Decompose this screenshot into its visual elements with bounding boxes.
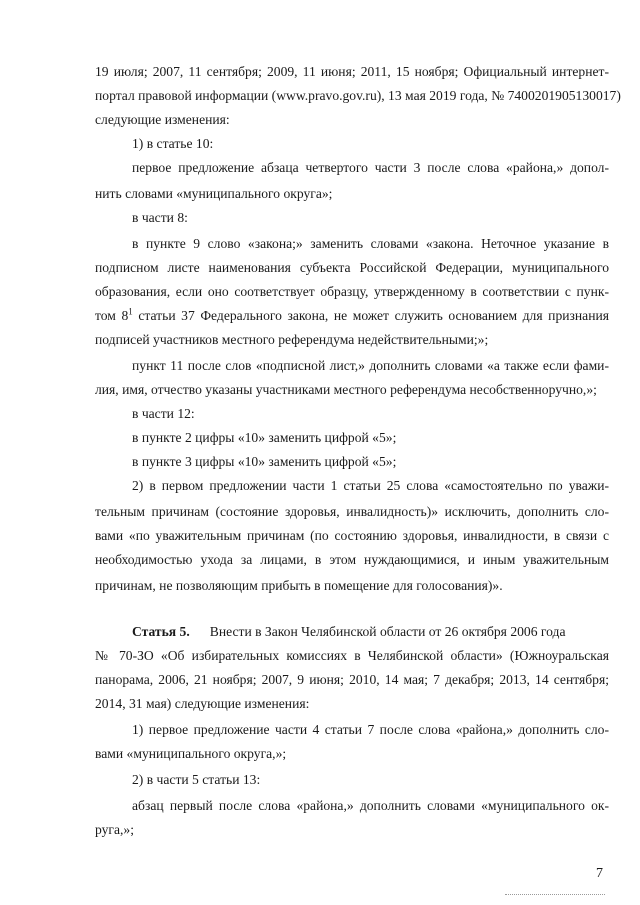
text-line: 2) в части 5 статьи 13: (132, 772, 261, 787)
text-line (95, 622, 609, 642)
text-line: 2014, 31 мая) следующие изменения: (95, 696, 310, 711)
text-line: 1) в статье 10: (132, 136, 214, 151)
text-line: необходимостью ухода за лицами, в этом нуждающимися, и иным уважительным (95, 552, 609, 567)
superscript: 1 (128, 306, 133, 317)
text-line: портал правовой информации (www.pravo.gov.ru), 13 мая 2019 года, № 7400201905130017) (95, 88, 621, 103)
text-line: 2) в первом предложении части 1 статьи 25 слова «самостоятельно по уважи- (132, 478, 609, 493)
text-line: подписей участников местного референдума недействительными;»; (95, 332, 489, 347)
text-line: абзац первый после слова «района,» дополнить словами «муниципального ок- (132, 798, 609, 813)
text-line: № 70-ЗО «Об избирательных комиссиях в Челябинской области» (Южноуральская (95, 648, 609, 663)
text-line: пункт 11 после слов «подписной лист,» дополнить словами «а также если фами- (132, 358, 609, 373)
text-line: в части 12: (132, 406, 195, 421)
article-heading: Статья 5. (132, 624, 190, 639)
text-fragment: том 8 (95, 308, 129, 323)
text-line: первое предложение абзаца четвертого части 3 после слова «района,» допол- (132, 160, 609, 175)
text-fragment: Внести в Закон Челябинской области от 26 октября 2006 года (209, 624, 566, 639)
text-line (95, 306, 609, 326)
text-line: следующие изменения: (95, 112, 230, 127)
text-fragment: статьи 37 Федерального закона, не может служить основанием для признания (132, 308, 609, 323)
text-line: в части 8: (132, 210, 188, 225)
text-line: вами «муниципального округа,»; (95, 746, 287, 761)
text-line: образования, если оно соответствует образцу, утвержденному в соответствии с пунк- (95, 284, 609, 299)
text-line: 19 июля; 2007, 11 сентября; 2009, 11 июня; 2011, 15 ноября; Официальный интернет- (95, 64, 609, 79)
text-line: подписном листе наименования субъекта Российской Федерации, муниципального (95, 260, 609, 275)
text-line: тельным причинам (состояние здоровья, инвалидность)» исключить, дополнить сло- (95, 504, 609, 519)
text-line: вами «по уважительным причинам (по состоянию здоровья, инвалидности, в связи с (95, 528, 609, 543)
text-line: лия, имя, отчество указаны участниками местного референдума несобственноручно,»; (95, 382, 597, 397)
text-line: в пункте 2 цифры «10» заменить цифрой «5»; (132, 430, 397, 445)
footer-rule (505, 894, 605, 895)
text-line: в пункте 9 слово «закона;» заменить словами «закона. Неточное указание в (132, 236, 609, 251)
text-line: в пункте 3 цифры «10» заменить цифрой «5»; (132, 454, 397, 469)
page-number: 7 (596, 866, 603, 881)
text-line: 1) первое предложение части 4 статьи 7 после слова «района,» дополнить сло- (132, 722, 609, 737)
text-line: нить словами «муниципального округа»; (95, 186, 333, 201)
text-line: причинам, не позволяющим прибыть в помещение для голосования)». (95, 578, 503, 593)
text-line: панорама, 2006, 21 ноября; 2007, 9 июня; 2010, 14 мая; 7 декабря; 2013, 14 сентября; (95, 672, 609, 687)
text-line: руга,»; (95, 822, 134, 837)
